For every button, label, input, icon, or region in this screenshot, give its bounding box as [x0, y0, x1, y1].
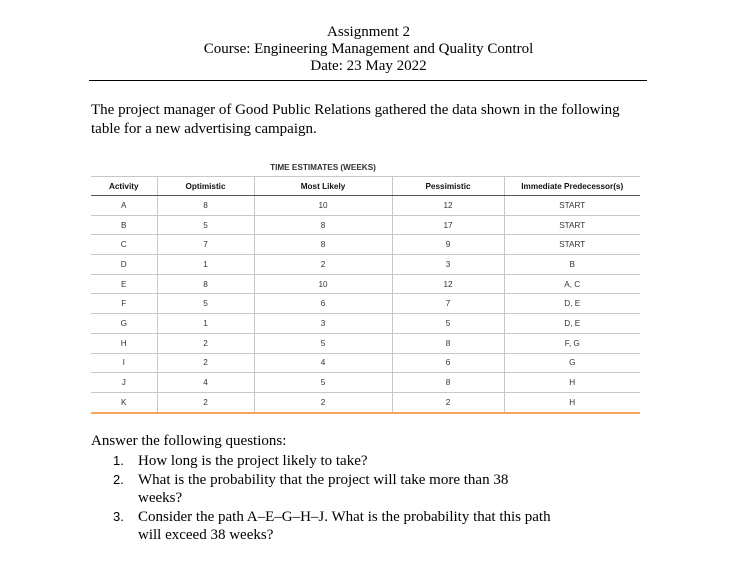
table-cell: 2	[157, 353, 254, 373]
table-cell: 8	[392, 373, 504, 393]
table-cell: 12	[392, 196, 504, 216]
time-estimates-table	[91, 158, 640, 414]
table-row	[91, 274, 640, 294]
table-cell: 9	[392, 235, 504, 255]
table-cell: 5	[157, 294, 254, 314]
intro-paragraph: The project manager of Good Public Relations gathered the data shown in the following table for a new advertising campaign.	[91, 102, 620, 137]
question-list	[113, 452, 553, 545]
question-number: 1.	[113, 453, 124, 468]
table-cell: 8	[157, 196, 254, 216]
table-cell: 2	[254, 255, 392, 275]
answer-intro: Answer the following questions:	[91, 433, 287, 449]
question-number: 3.	[113, 509, 124, 524]
table-cell: D, E	[504, 314, 640, 334]
table-row	[91, 314, 640, 334]
question-item	[113, 471, 553, 507]
table-cell: 7	[392, 294, 504, 314]
table-cell: D, E	[504, 294, 640, 314]
column-header: Pessimistic	[392, 177, 504, 196]
table-cell: 2	[392, 392, 504, 412]
question-number: 2.	[113, 472, 124, 487]
table-cell: A	[91, 196, 157, 216]
table-cell: 3	[254, 314, 392, 334]
table-cell: G	[504, 353, 640, 373]
table-cell: 6	[392, 353, 504, 373]
column-header: Activity	[91, 177, 157, 196]
table-cell: 1	[157, 255, 254, 275]
table-group-header-row	[91, 158, 640, 177]
table-cell: 2	[254, 392, 392, 412]
assignment-title: Assignment 2	[327, 24, 410, 40]
table-row	[91, 196, 640, 216]
question-text: Consider the path A–E–G–H–J. What is the probability that this path will exceed 38 weeks?	[138, 509, 551, 543]
table-row	[91, 294, 640, 314]
table-cell: F	[91, 294, 157, 314]
table-cell: START	[504, 196, 640, 216]
table-cell: 10	[254, 274, 392, 294]
table-row	[91, 353, 640, 373]
table-header-row	[91, 177, 640, 196]
table-cell: H	[504, 373, 640, 393]
table-cell: 8	[392, 333, 504, 353]
table-cell: 10	[254, 196, 392, 216]
column-header: Immediate Predecessor(s)	[504, 177, 640, 196]
table-cell: G	[91, 314, 157, 334]
table-cell: 5	[254, 373, 392, 393]
question-item	[113, 452, 553, 470]
table-cell: 2	[157, 333, 254, 353]
table-cell: B	[91, 215, 157, 235]
table-cell: 8	[254, 215, 392, 235]
table-cell: START	[504, 215, 640, 235]
question-text: What is the probability that the project will take more than 38 weeks?	[138, 472, 509, 506]
table-row	[91, 373, 640, 393]
table-row	[91, 392, 640, 412]
table-cell: 5	[392, 314, 504, 334]
table-cell: B	[504, 255, 640, 275]
table-cell: 8	[157, 274, 254, 294]
question-item	[113, 508, 553, 544]
table-cell: K	[91, 392, 157, 412]
table-cell: 2	[157, 392, 254, 412]
table-cell: 1	[157, 314, 254, 334]
table-row	[91, 255, 640, 275]
table-cell: D	[91, 255, 157, 275]
table-cell: E	[91, 274, 157, 294]
table-cell: J	[91, 373, 157, 393]
question-text: How long is the project likely to take?	[138, 453, 368, 469]
table-cell: 4	[157, 373, 254, 393]
table-row	[91, 333, 640, 353]
table-cell: 5	[254, 333, 392, 353]
table-cell: 12	[392, 274, 504, 294]
table-cell: I	[91, 353, 157, 373]
date-line: Date: 23 May 2022	[310, 58, 427, 74]
table-cell: H	[504, 392, 640, 412]
column-header: Most Likely	[254, 177, 392, 196]
table-cell: 7	[157, 235, 254, 255]
table-cell: H	[91, 333, 157, 353]
table-group-header: TIME ESTIMATES (WEEKS)	[254, 158, 392, 177]
table-cell: 5	[157, 215, 254, 235]
table-cell: 8	[254, 235, 392, 255]
table-cell: 6	[254, 294, 392, 314]
table-cell: C	[91, 235, 157, 255]
table-cell: 3	[392, 255, 504, 275]
document-header	[0, 24, 737, 75]
table-cell: A, C	[504, 274, 640, 294]
table-row	[91, 215, 640, 235]
column-header: Optimistic	[157, 177, 254, 196]
table-cell: F, G	[504, 333, 640, 353]
table-cell: 17	[392, 215, 504, 235]
table-row	[91, 235, 640, 255]
table-cell: 4	[254, 353, 392, 373]
table-cell: START	[504, 235, 640, 255]
course-line: Course: Engineering Management and Quality Control	[203, 41, 534, 57]
header-divider	[89, 80, 647, 81]
